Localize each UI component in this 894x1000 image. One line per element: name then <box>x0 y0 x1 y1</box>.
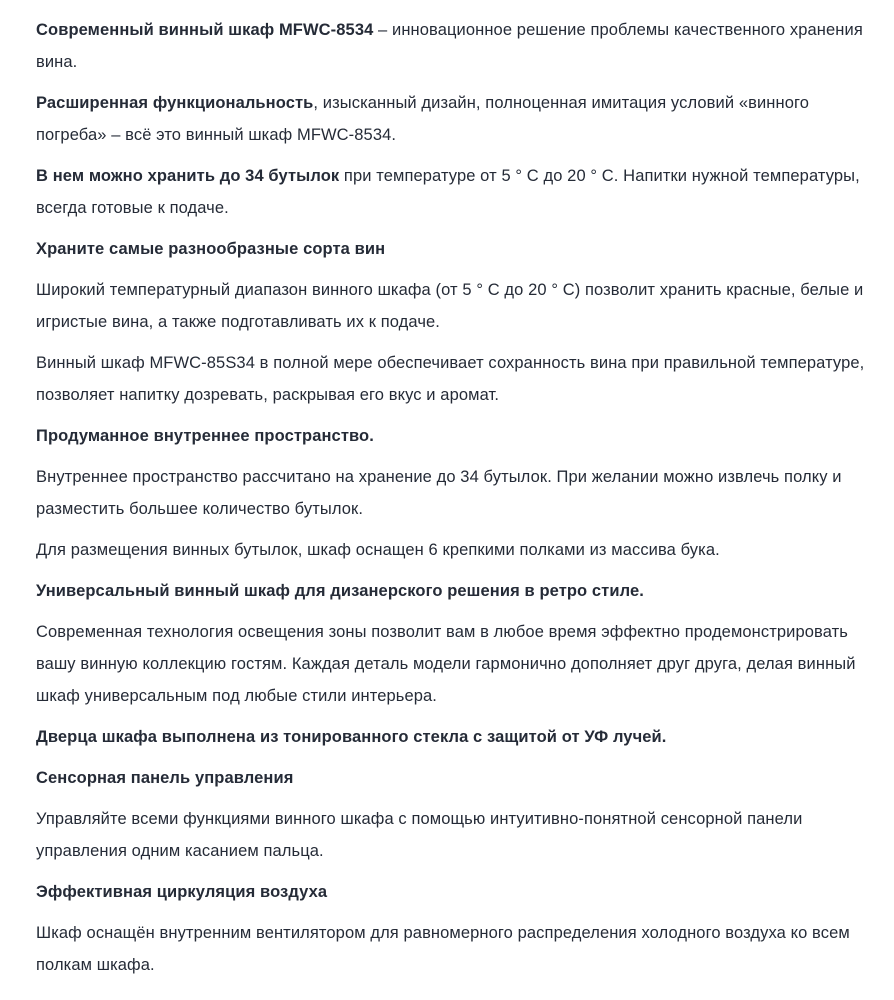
paragraph: Управляйте всеми функциями винного шкафа с помощью интуитивно-понятной сенсорной панели управления одним касанием пальца. <box>36 810 803 860</box>
section-heading: Эффективная циркуляция воздуха <box>36 883 328 901</box>
paragraph: Шкаф оснащён внутренним вентилятором для равномерного распределения холодного воздуха ко всем полкам шкафа. <box>36 924 850 974</box>
paragraph: Современная технология освещения зоны позволит вам в любое время эффектно продемонстрировать вашу винную коллекцию гостям. Каждая деталь модели гармонично дополняет друг друга, делая винный шкаф универсальным под любые стили интерьера. <box>36 623 856 705</box>
lead-paragraph-rest-text: – инновационное решение проблемы качественного хранения вина. <box>36 21 863 71</box>
lead-paragraph <box>36 14 866 78</box>
section-heading: Сенсорная панель управления <box>36 769 294 787</box>
lead-paragraph-bold-text: Расширенная функциональность <box>36 94 314 112</box>
lead-paragraph-bold-text: В нем можно хранить до 34 бутылок <box>36 167 340 185</box>
lead-paragraph-bold-text: Современный винный шкаф MFWC-8534 <box>36 21 374 39</box>
section-heading: Дверца шкафа выполнена из тонированного стекла с защитой от УФ лучей. <box>36 728 667 746</box>
lead-paragraph <box>36 87 866 151</box>
lead-paragraph <box>36 160 866 224</box>
lead-paragraph-rest-text: , изысканный дизайн, полноценная имитация условий «винного погреба» – всё это винный шкаф MFWC-8534. <box>36 94 810 144</box>
lead-paragraph-rest-text: при температуре от 5 ° C до 20 ° C. Напитки нужной температуры, всегда готовые к подаче. <box>36 167 860 217</box>
paragraph: Для размещения винных бутылок, шкаф оснащен 6 крепкими полками из массива бука. <box>36 541 720 559</box>
section-heading: Продуманное внутреннее пространство. <box>36 427 374 445</box>
paragraph: Широкий температурный диапазон винного шкафа (от 5 ° C до 20 ° C) позволит хранить красные, белые и игристые вина, а также подготавливать их к подаче. <box>36 281 864 331</box>
section-heading: Храните самые разнообразные сорта вин <box>36 240 386 258</box>
description-blocks <box>36 14 866 981</box>
paragraph: Внутреннее пространство рассчитано на хранение до 34 бутылок. При желании можно извлечь полку и разместить большее количество бутылок. <box>36 468 842 518</box>
section-heading: Универсальный винный шкаф для дизанерского решения в ретро стиле. <box>36 582 644 600</box>
paragraph: Винный шкаф MFWC-85S34 в полной мере обеспечивает сохранность вина при правильной температуре, позволяет напитку дозревать, раскрывая его вкус и аромат. <box>36 354 865 404</box>
